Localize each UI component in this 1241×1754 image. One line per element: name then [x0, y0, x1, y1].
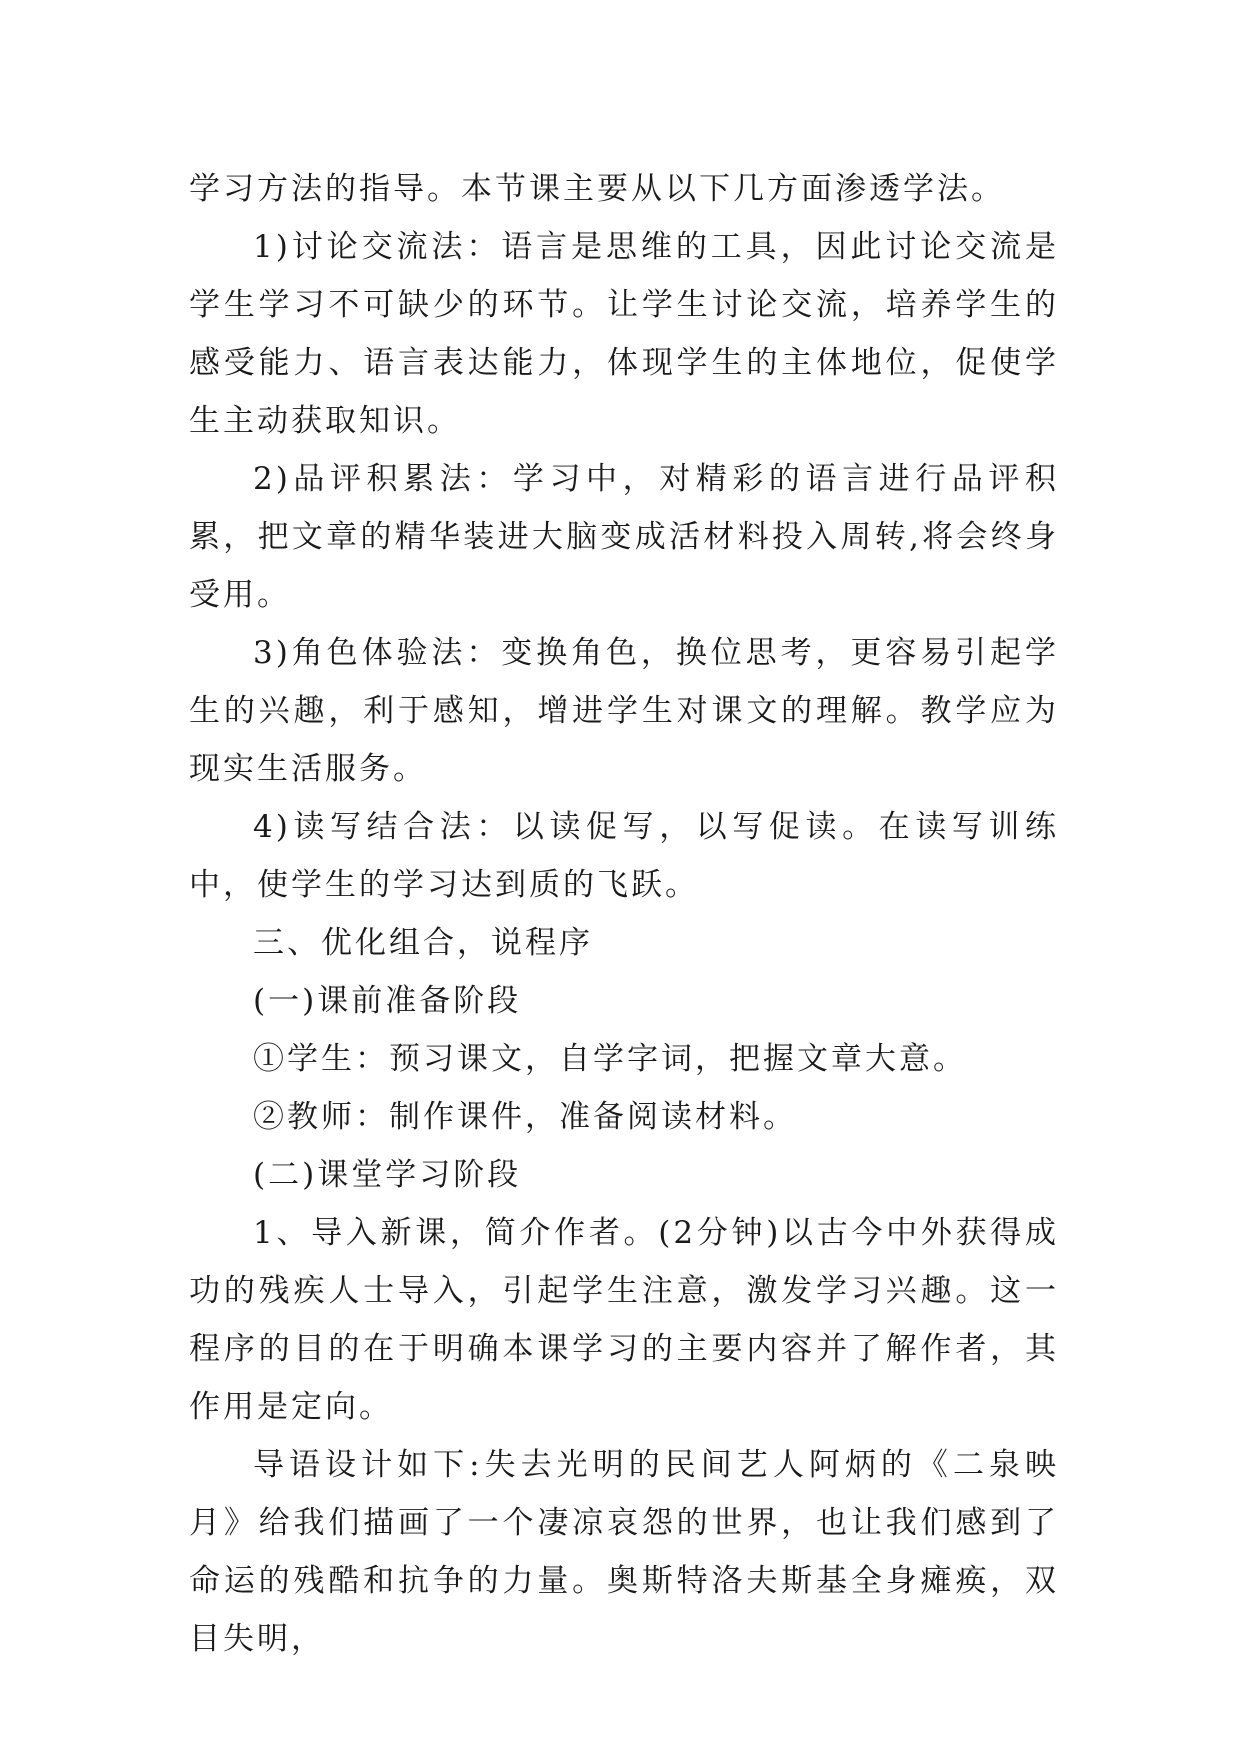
section-heading-procedure: 三、优化组合，说程序	[253, 925, 593, 961]
document-page	[189, 160, 1059, 1668]
subheading-classroom-stage: (二)课堂学习阶段	[253, 1157, 522, 1193]
paragraph-appreciation-method: 2)品评积累法：学习中，对精彩的语言进行品评积累，把文章的精华装进大脑变成活材料投入周转,将会终身受用。	[189, 461, 1059, 613]
list-item-teacher-prep: ②教师：制作课件，准备阅读材料。	[253, 1099, 797, 1135]
paragraph-discussion-method: 1)讨论交流法：语言是思维的工具，因此讨论交流是学生学习不可缺少的环节。让学生讨论交流，培养学生的感受能力、语言表达能力，体现学生的主体地位，促使学生主动获取知识。	[189, 229, 1059, 439]
list-item-student-prep: ①学生：预习课文，自学字词，把握文章大意。	[253, 1041, 967, 1077]
paragraph-read-write-method: 4)读写结合法：以读促写，以写促读。在读写训练中，使学生的学习达到质的飞跃。	[189, 809, 1059, 903]
paragraph-lesson-introduction: 1、导入新课，简介作者。(2分钟)以古今中外获得成功的残疾人士导入，引起学生注意，激发学习兴趣。这一程序的目的在于明确本课学习的主要内容并了解作者，其作用是定向。	[189, 1215, 1059, 1425]
subheading-preparation-stage: (一)课前准备阶段	[253, 983, 522, 1019]
paragraph-role-play-method: 3)角色体验法：变换角色，换位思考，更容易引起学生的兴趣，利于感知，增进学生对课文的理解。教学应为现实生活服务。	[189, 635, 1059, 787]
paragraph-learning-method-intro: 学习方法的指导。本节课主要从以下几方面渗透学法。	[189, 171, 1005, 207]
paragraph-intro-design: 导语设计如下:失去光明的民间艺人阿炳的《二泉映月》给我们描画了一个凄凉哀怨的世界，也让我们感到了命运的残酷和抗争的力量。奥斯特洛夫斯基全身瘫痪，双目失明，	[189, 1447, 1059, 1657]
